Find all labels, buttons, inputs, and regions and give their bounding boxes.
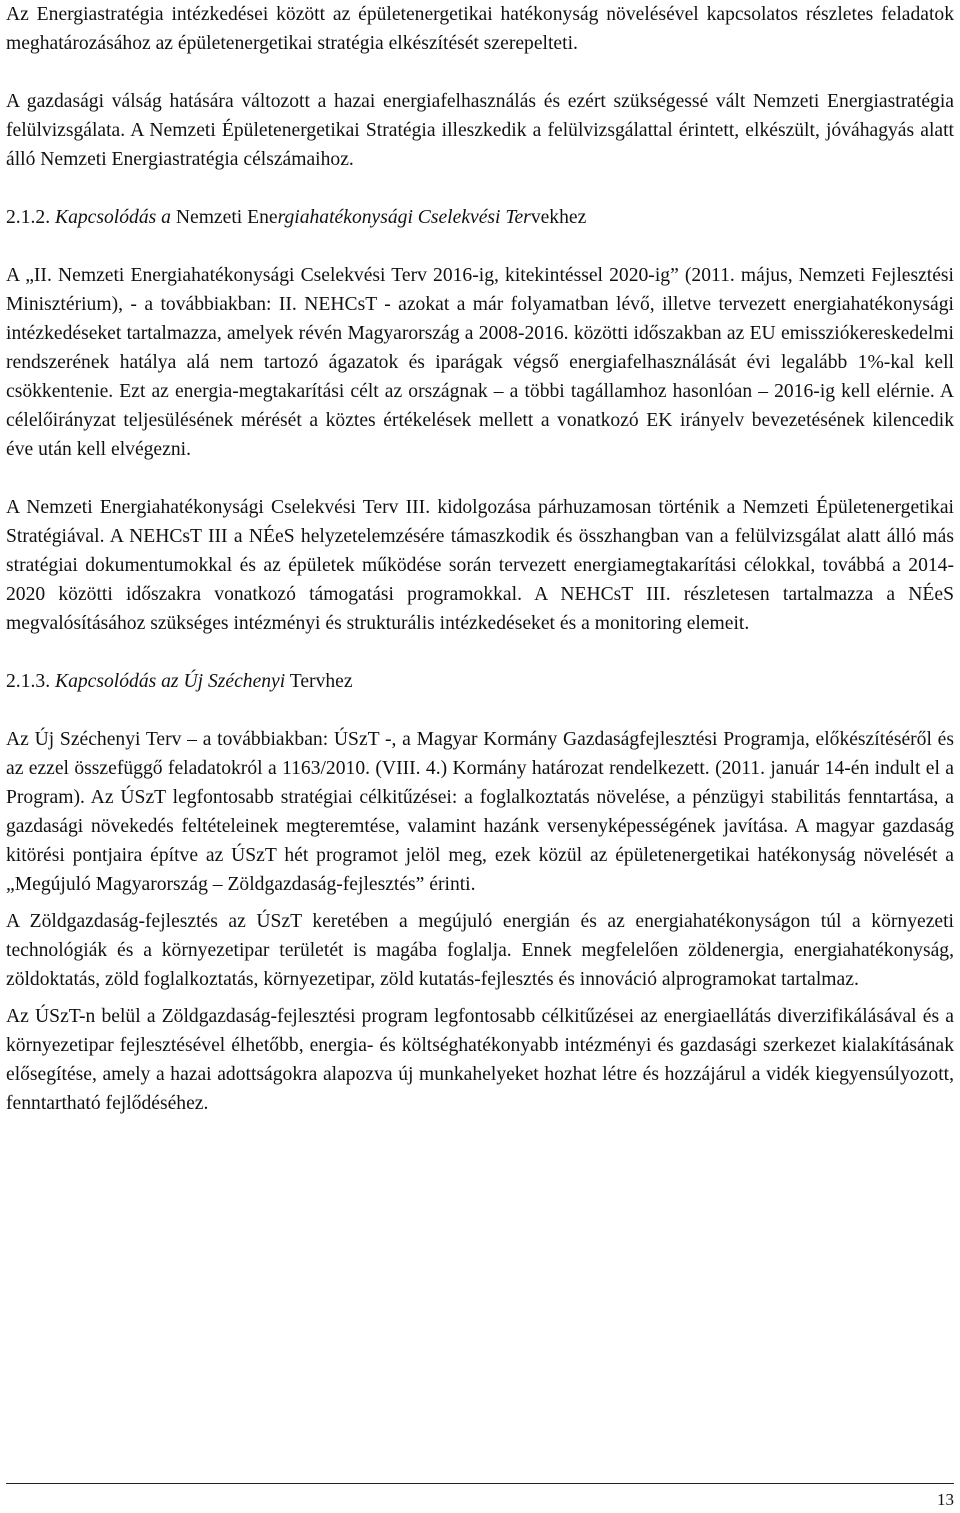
section-title-plain-2: vekhez xyxy=(530,207,587,228)
paragraph-gazdasagi-valsag: A gazdasági válság hatására változott a hazai energiafelhasználás és ezért szükségessé vált Nemzeti Energiastratégia felülvizsgálata. A Nemzeti Épületenergetikai Stratégia illeszkedik a felülvizsgálattal érintett, elkészült, jóváhagyás alatt álló Nemzeti Energiastratégia célszámaihoz. xyxy=(6,91,954,170)
section-title-italic: Kapcsolódás az Új Széchenyi xyxy=(55,671,286,692)
paragraph-uszt-celkituzesek: Az ÚSzT-n belül a Zöldgazdaság-fejlesztési program legfontosabb célkitűzései az energiaellátás diverzifikálásával és a környezetipar fejlesztésével élhetőbb, energia- és költséghatékonyabb intézményi és gazdasági szerkezet kialakításának elősegítése, amely a hazai adottságokra alapozva új munkahelyeket hozhat létre és hozzájárul a vidék kiegyensúlyozott, fenntartható fejlődéséhez. xyxy=(6,1006,954,1114)
section-heading-2-1-2 xyxy=(6,203,954,232)
paragraph-zoldgazdasag: A Zöldgazdaság-fejlesztés az ÚSzT keretében a megújuló energián és az energiahatékonyságon túl a környezeti technológiák és a környezetipar területét is magába foglalja. Ennek megfelelően zöldenergia, energiahatékonyság, zöldoktatás, zöld foglalkoztatás, környezetipar, zöld kutatás-fejlesztés és innováció alprogramokat tartalmaz. xyxy=(6,911,954,990)
document-page xyxy=(6,0,954,1118)
section-number: 2.1.3. xyxy=(6,671,51,692)
section-number: 2.1.2. xyxy=(6,207,51,228)
section-title-plain: Ter xyxy=(289,671,316,692)
section-title-plain: Nemzeti Ene xyxy=(175,207,278,228)
paragraph-nehcst-ii: A „II. Nemzeti Energiahatékonysági Cselekvési Terv 2016-ig, kitekintéssel 2020-ig” (2011. május, Nemzeti Fejlesztési Minisztérium), - a továbbiakban: II. NEHCsT - azokat a már folyamatban lévő, illetve tervezett energiahatékonysági intézkedéseket tartalmazza, amelyek révén Magyarország a 2008-2016. közötti időszakban az EU emissziókereskedelmi rendszerének hatálya alá nem tartozó ágazatok és iparágak végső energiafelhasználását évi legalább 1%-kal kell csökkentenie. Ezt az energia-megtakarítási célt az országnak – a többi tagállamhoz hasonlóan – 2016-ig kell elérnie. A célelőirányzat teljesülésének mérését a köztes értékelések mellett a vonatkozó EK irányelv bevezetésének kilencedik éve után kell elvégezni. xyxy=(6,265,954,460)
section-heading-2-1-3 xyxy=(6,667,954,696)
section-title-plain-2: vhez xyxy=(315,671,353,692)
section-title-italic: Kapcsolódás a xyxy=(55,207,171,228)
paragraph-energiastrategia-intro: Az Energiastratégia intézkedései között az épületenergetikai hatékonyság növelésével kapcsolatos részletes feladatok meghatározásához az épületenergetikai stratégia elkészítését szerepelteti. xyxy=(6,4,954,54)
paragraph-nehcst-iii: A Nemzeti Energiahatékonysági Cselekvési Terv III. kidolgozása párhuzamosan történik a Nemzeti Épületenergetikai Stratégiával. A NEHCsT III a NÉeS helyzetelemzésére támaszkodik és összhangban van a felülvizsgálat alatt álló más stratégiai dokumentumokkal és az épületek működése során tervezett energiamegtakarítási célokkal, továbbá a 2014-2020 közötti időszakra vonatkozó támogatási programokkal. A NEHCsT III. részletesen tartalmazza a NÉeS megvalósításához szükséges intézményi és strukturális intézkedéseket és a monitoring elemeit. xyxy=(6,497,954,634)
paragraph-uj-szechenyi-terv: Az Új Széchenyi Terv – a továbbiakban: ÚSzT -, a Magyar Kormány Gazdaságfejlesztési Programja, előkészítéséről és az ezzel összefüggő feladatokról a 1163/2010. (VIII. 4.) Kormány határozat rendelkezett. (2011. január 14-én indult el a Program). Az ÚSzT legfontosabb stratégiai célkitűzései: a foglalkoztatás növelése, a pénzügyi stabilitás fenntartása, a gazdasági növekedés feltételeinek megteremtése, valamint hazánk versenyképességének javítása. A magyar gazdaság kitörési pontjaira építve az ÚSzT hét programot jelöl meg, ezek közül az épületenergetikai hatékonyság növelését a „Megújuló Magyarország – Zöldgazdaság-fejlesztés” érinti. xyxy=(6,729,954,895)
section-title-italic-2: rgiahatékonysági Cselekvési Ter xyxy=(277,207,531,228)
page-number: 13 xyxy=(937,1490,954,1509)
footer-divider xyxy=(6,1483,954,1484)
